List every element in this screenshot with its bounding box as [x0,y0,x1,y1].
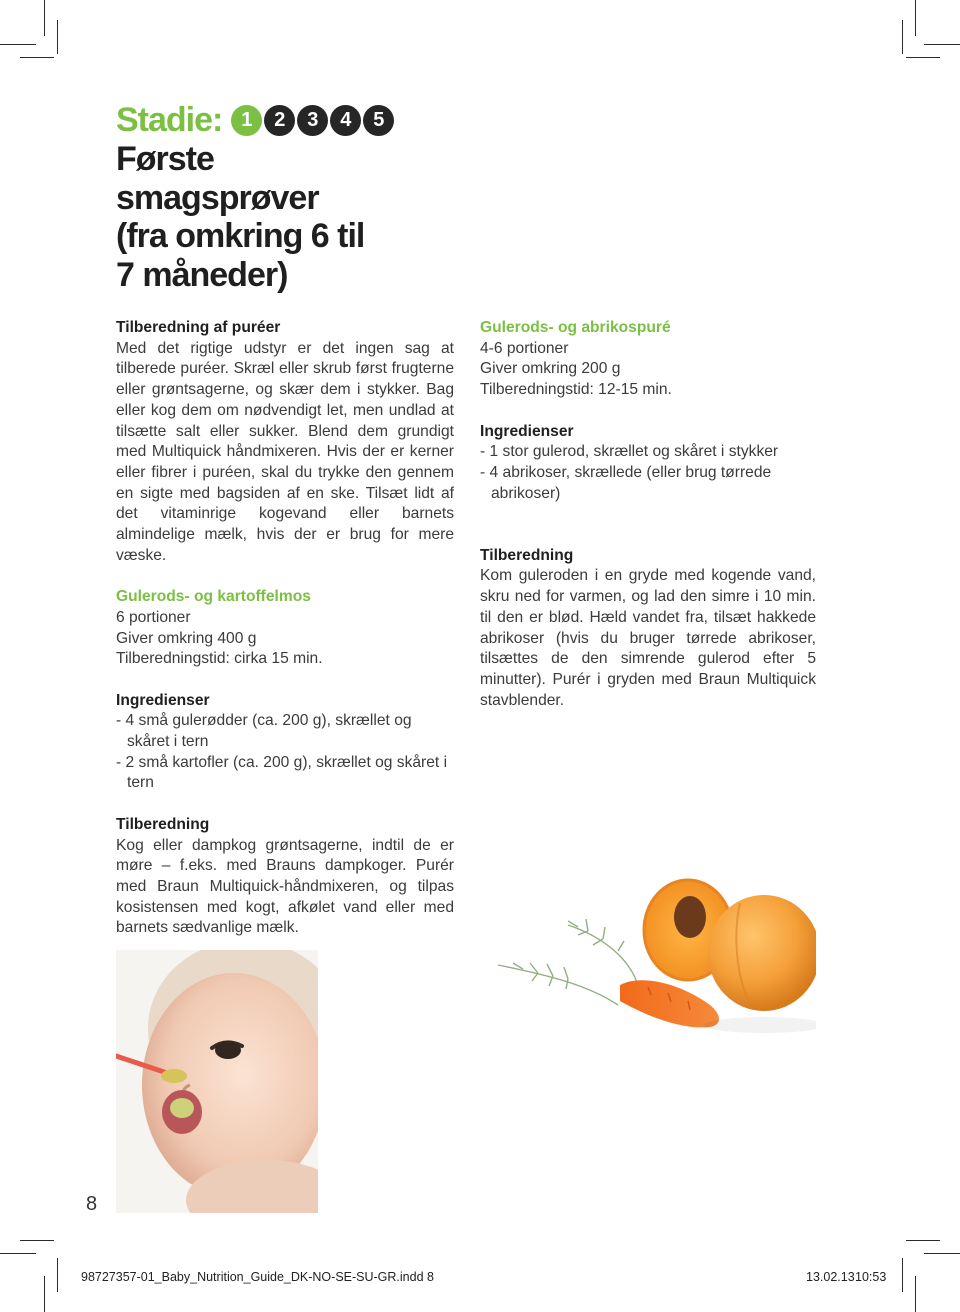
slug-filename: 98727357-01_Baby_Nutrition_Guide_DK-NO-SE-SU-GR.indd 8 [81,1270,434,1284]
recipe1-prep-time: Tilberedningstid: cirka 15 min. [116,650,323,668]
carrot-apricot-photo [478,855,816,1060]
crop-mark [924,44,960,45]
recipe1-yield: Giver omkring 400 g [116,629,257,647]
baby-illustration [116,950,318,1213]
stage-number-1: 1 [232,106,261,135]
recipe1-method: Kog eller dampkog grøntsagerne, indtil de er møre – f.eks. med Brauns dampkoger. Purér med Braun Multiquick-håndmixeren, og tilpas kosistensen med kogt, afkølet vand eller med barnets sædvanlige mælk. [116,836,454,937]
crop-mark [44,1276,45,1312]
recipe1-ingredient-list [116,711,454,794]
crop-mark [0,1253,36,1254]
recipe2-method: Kom guleroden i en gryde med kogende vand, skru ned for varmen, og lad den simre i 10 min. til den er blød. Hæld vandet fra, tilsæt hakkede abrikoser (hvis du bruger tørrede abrikoser, tilsættes de den simrende gulerod efter 5 minutter). Purér i gryden med Braun Multiquick stavblender. [480,567,816,709]
stage-indicator [116,100,393,140]
crop-mark [915,1276,916,1312]
title-line: Første [116,140,214,178]
stage-number-3: 3 [298,106,327,135]
title-line: 7 måneder) [116,255,288,294]
crop-mark [20,1240,54,1241]
crop-mark [906,57,940,58]
stage-label: Stadie: [116,100,223,139]
left-column [116,318,454,939]
crop-mark [44,0,45,36]
recipe2-prep-time: Tilberedningstid: 12-15 min. [480,381,672,399]
slug-date: 13.02.13 [806,1270,855,1284]
stage-number-5: 5 [364,106,393,135]
ingredient-item: - 4 abrikoser, skrællede (eller brug tørrede abrikoser) [480,463,772,502]
ingredient-item: - 2 små kartofler (ca. 200 g), skrællet og skåret i tern [116,753,448,792]
page-title [116,140,446,294]
title-line: (fra omkring 6 til [116,217,365,255]
crop-mark [924,1253,960,1254]
crop-mark [57,20,58,54]
slug-time: 10:53 [855,1270,887,1284]
crop-mark [0,44,36,45]
ingredient-item: - 4 små gulerødder (ca. 200 g), skrællet og skåret i tern [116,712,412,751]
baby-photo [116,950,318,1213]
ingredient-item: - 1 stor gulerod, skrællet og skåret i stykker [480,443,779,461]
recipe2-ingredient-list [480,442,816,504]
stage-number-2: 2 [265,106,294,135]
page-number: 8 [86,1193,98,1215]
crop-mark [57,1258,58,1292]
crop-mark [915,0,916,36]
recipe2-yield: Giver omkring 200 g [480,360,621,378]
crop-mark [902,20,903,54]
recipe1-portions: 6 portioner [116,608,191,626]
recipe1-method-heading: Tilberedning [116,815,210,833]
recipe1-title: Gulerods- og kartoffelmos [116,588,311,606]
intro-heading: Tilberedning af puréer [116,319,281,336]
recipe2-method-heading: Tilberedning [480,546,574,564]
title-line: smagsprøver [116,178,319,217]
stage-number-4: 4 [331,106,360,135]
recipe2-ingredients-heading: Ingredienser [480,422,574,440]
recipe1-ingredients-heading: Ingredienser [116,691,210,709]
crop-mark [906,1240,940,1241]
intro-body: Med det rigtige udstyr er det ingen sag at tilberede puréer. Skræl eller skrub først frugterne eller grøntsagerne, og skær dem i stykker. Bag eller kog dem om nødvendigt let, men undlad at tilsætte salt eller sukker. Blend dem grundigt med Multiquick håndmixeren. Hvis der er kerner eller fibrer i puréen, skal du trykke den gennem en sigte med bagsiden af en ske. Tilsæt lidt af det vitaminrige kogevand eller barnets almindelige mælk, hvis der er brug for mere væske. [116,339,454,564]
recipe2-title: Gulerods- og abrikospuré [480,319,671,336]
recipe2-portions: 4-6 portioner [480,339,569,357]
carrot-apricot-illustration [478,855,816,1060]
crop-mark [20,57,54,58]
crop-mark [902,1258,903,1292]
right-column [480,318,816,711]
